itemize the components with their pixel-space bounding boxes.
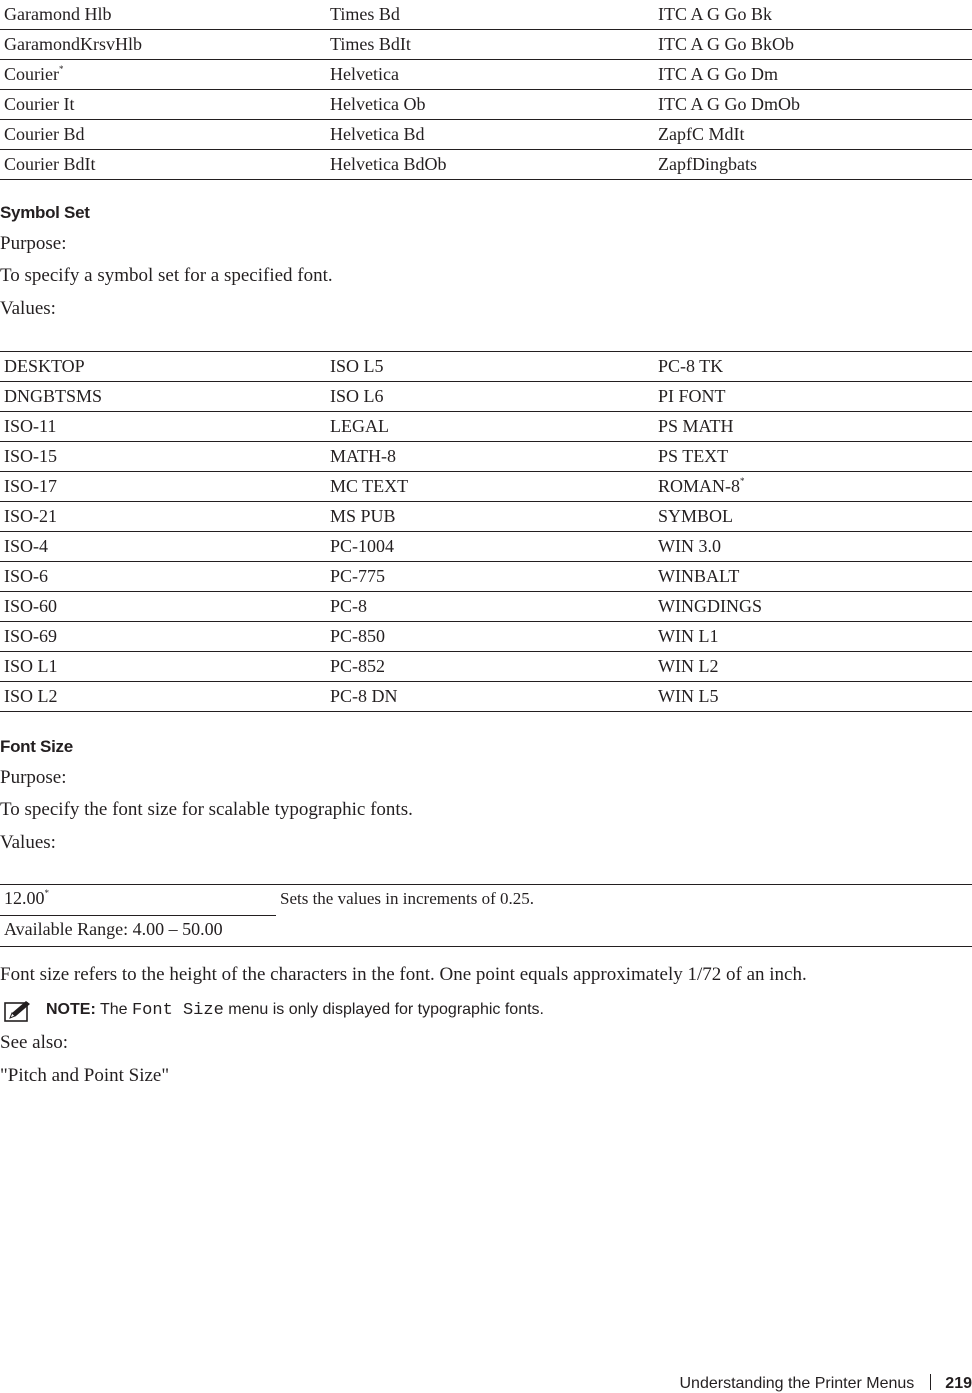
table-cell: PC-8 [326,592,654,622]
symbol-set-table [0,351,972,712]
font-size-purpose-label: Purpose: [0,767,67,788]
font-size-range: Available Range: 4.00 – 50.00 [4,919,223,939]
table-cell: ISO-21 [0,502,326,532]
table-row [0,382,972,412]
footer-title: Understanding the Printer Menus [679,1375,915,1392]
table-cell: ISO L6 [326,382,654,412]
table-cell: WIN L1 [654,622,972,652]
table-cell: ZapfDingbats [654,150,972,180]
font-size-explanation: Font size refers to the height of the characters in the font. One point equals approximately 1/72 of an inch. [0,964,807,985]
table-row [0,30,972,60]
symbol-set-purpose-label: Purpose: [0,233,67,254]
table-cell: ISO-4 [0,532,326,562]
table-row [0,0,972,30]
table-cell: WIN L2 [654,652,972,682]
table-cell: Garamond Hlb [0,0,326,30]
table-cell: ITC A G Go Dm [654,60,972,90]
table-cell: ITC A G Go BkOb [654,30,972,60]
font-list-table [0,0,972,180]
table-cell: PS MATH [654,412,972,442]
table-cell: Courier* [0,60,326,90]
font-size-values-table [0,884,972,947]
table-row [0,442,972,472]
table-cell: WINBALT [654,562,972,592]
table-row [0,562,972,592]
table-cell: ISO-60 [0,592,326,622]
table-cell: PS TEXT [654,442,972,472]
table-cell: ISO L1 [0,652,326,682]
symbol-set-purpose-text: To specify a symbol set for a specified font. [0,265,333,286]
table-cell: WINGDINGS [654,592,972,622]
table-cell: MC TEXT [326,472,654,502]
page-number: 219 [945,1375,972,1392]
symbol-set-values-label: Values: [0,298,56,319]
table-row [0,622,972,652]
table-cell: Times Bd [326,0,654,30]
table-cell: ITC A G Go DmOb [654,90,972,120]
table-row [0,472,972,502]
note-text-post: menu is only displayed for typographic fonts. [228,1001,544,1018]
note-box [0,998,972,1024]
table-row [0,502,972,532]
footer-divider [930,1374,931,1390]
font-size-default-value: 12.00* [4,888,49,908]
table-cell: ZapfC MdIt [654,120,972,150]
table-cell: MATH-8 [326,442,654,472]
table-row [0,352,972,382]
table-cell: ISO-69 [0,622,326,652]
table-cell: PC-1004 [326,532,654,562]
table-cell: PI FONT [654,382,972,412]
table-row [0,60,972,90]
font-size-values-label: Values: [0,832,56,853]
table-cell: ISO-6 [0,562,326,592]
see-also-label: See also: [0,1032,69,1053]
page-footer [680,1374,972,1393]
default-marker: * [58,64,64,74]
see-also-link[interactable]: "Pitch and Point Size" [0,1065,170,1086]
table-cell: ISO-15 [0,442,326,472]
table-cell: Helvetica BdOb [326,150,654,180]
font-size-purpose-text: To specify the font size for scalable typographic fonts. [0,799,413,820]
table-cell: WIN 3.0 [654,532,972,562]
table-row [0,150,972,180]
table-cell: Helvetica Bd [326,120,654,150]
table-cell: ISO-17 [0,472,326,502]
font-size-description: Sets the values in increments of 0.25. [280,889,535,908]
table-row [0,592,972,622]
table-cell: MS PUB [326,502,654,532]
note-text-pre: The [99,1001,128,1018]
table-cell: Courier It [0,90,326,120]
symbol-set-heading: Symbol Set [0,203,90,222]
table-row [0,682,972,712]
table-cell: ISO L2 [0,682,326,712]
table-cell: ROMAN-8* [654,472,972,502]
table-cell: Courier BdIt [0,150,326,180]
table-cell: DESKTOP [0,352,326,382]
table-cell: LEGAL [326,412,654,442]
table-cell: DNGBTSMS [0,382,326,412]
table-cell: PC-850 [326,622,654,652]
font-size-heading: Font Size [0,737,73,756]
note-pencil-icon [4,1000,32,1022]
table-cell: PC-8 DN [326,682,654,712]
table-row [0,532,972,562]
default-marker: * [740,476,745,486]
table-row [0,412,972,442]
table-cell: ITC A G Go Bk [654,0,972,30]
table-row [0,120,972,150]
table-cell: ISO L5 [326,352,654,382]
table-cell: Times BdIt [326,30,654,60]
note-label: NOTE: [46,1001,96,1018]
table-cell: Courier Bd [0,120,326,150]
table-row [0,652,972,682]
table-cell: PC-8 TK [654,352,972,382]
table-cell: PC-775 [326,562,654,592]
table-cell: SYMBOL [654,502,972,532]
note-code-font-size: Font Size [131,1001,224,1020]
table-cell: ISO-11 [0,412,326,442]
table-cell: WIN L5 [654,682,972,712]
default-marker: * [44,888,49,898]
table-cell: GaramondKrsvHlb [0,30,326,60]
table-cell: PC-852 [326,652,654,682]
table-cell: Helvetica [326,60,654,90]
table-cell: Helvetica Ob [326,90,654,120]
table-row [0,90,972,120]
